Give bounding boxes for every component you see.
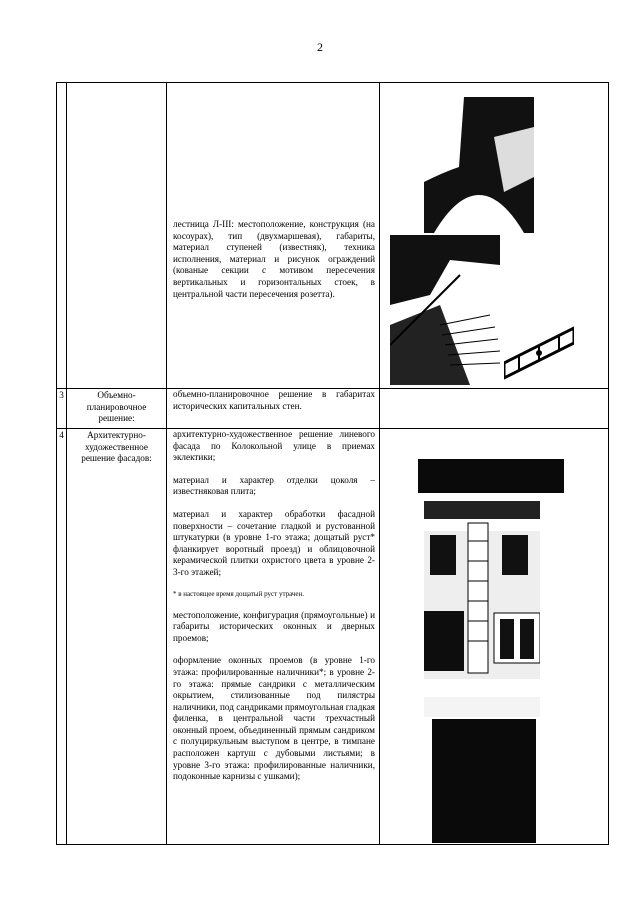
staircase-photo-steps <box>390 235 500 385</box>
footnote: * в настоящее время дощатый руст утрачен. <box>173 589 305 598</box>
table-row-3 <box>57 389 609 429</box>
row-name: Объемно-планировочное решение: <box>67 389 167 429</box>
facade-paragraph-1: архитектурно-художественное решение линевого фасада по Колокольной улице в приемах эклектики; <box>173 429 375 463</box>
volume-planning-description: объемно-планировочное решение в габаритах исторических капитальных стен. <box>173 389 375 411</box>
photo-cell-facade <box>380 429 609 845</box>
page-number: 2 <box>317 40 323 54</box>
row-name <box>67 83 167 389</box>
facade-paragraph-3: материал и характер обработки фасадной поверхности – сочетание гладкой и рустованной штукатурки (в уровне 1-го этажа; дощатый руст* фланкирует воротный проезд) и облицовочной керамической плитки охристого цвета в уровне 2-3-го этажей; <box>173 508 375 577</box>
staircase-description: лестница Л-III: местоположение, конструкция (на косоурах), тип (двухмаршевая), габариты, материал ступеней (известняк), техника исполнения, материал и рисунок ограждений (кованые секции с мотивом пересечения вертикальных и горизонтальных стоек, в центральной части пересечения розетта). <box>173 219 375 299</box>
staircase-photo-arch <box>424 97 534 233</box>
facade-paragraph-4: местоположение, конфигурация (прямоугольные) и габариты исторических оконных и дверных проемов; <box>173 609 375 643</box>
facade-paragraph-2: материал и характер отделки цоколя – известняковая плита; <box>173 474 375 497</box>
row-number <box>57 83 67 389</box>
photo-cell-empty <box>380 389 609 429</box>
facade-paragraph-5: оформление оконных проемов (в уровне 1-го этажа: профилированные наличники*; в уровне 2-го этажа: прямые сандрики с металлическим окрытием, стилизованные под пилястры наличники, под сандриками прямоугольная гладкая филенка, в центральной части трехчастный оконный проем, объединенный прямым сандриком с полуциркульным выступом в центре, в тимпане расположен картуш с дубовыми листьями; в уровне 3-го этажа: профилированные наличники, подоконные карнизы с ушками); <box>173 655 375 782</box>
row-name: Архитектурно-художественное решение фасадов: <box>67 429 167 845</box>
facade-photo-roof <box>418 433 564 493</box>
row-description <box>167 83 380 389</box>
row-description <box>167 389 380 429</box>
row-number: 4 <box>57 429 67 845</box>
photo-cell-staircase <box>380 83 609 389</box>
row-number: 3 <box>57 389 67 429</box>
table-row-4 <box>57 429 609 845</box>
table-row-staircase <box>57 83 609 389</box>
facade-photo-windows <box>424 501 540 679</box>
staircase-photo-railing <box>504 323 574 383</box>
facade-photo-doorway <box>424 697 540 843</box>
monument-subject-table <box>56 82 609 845</box>
row-description <box>167 429 380 845</box>
